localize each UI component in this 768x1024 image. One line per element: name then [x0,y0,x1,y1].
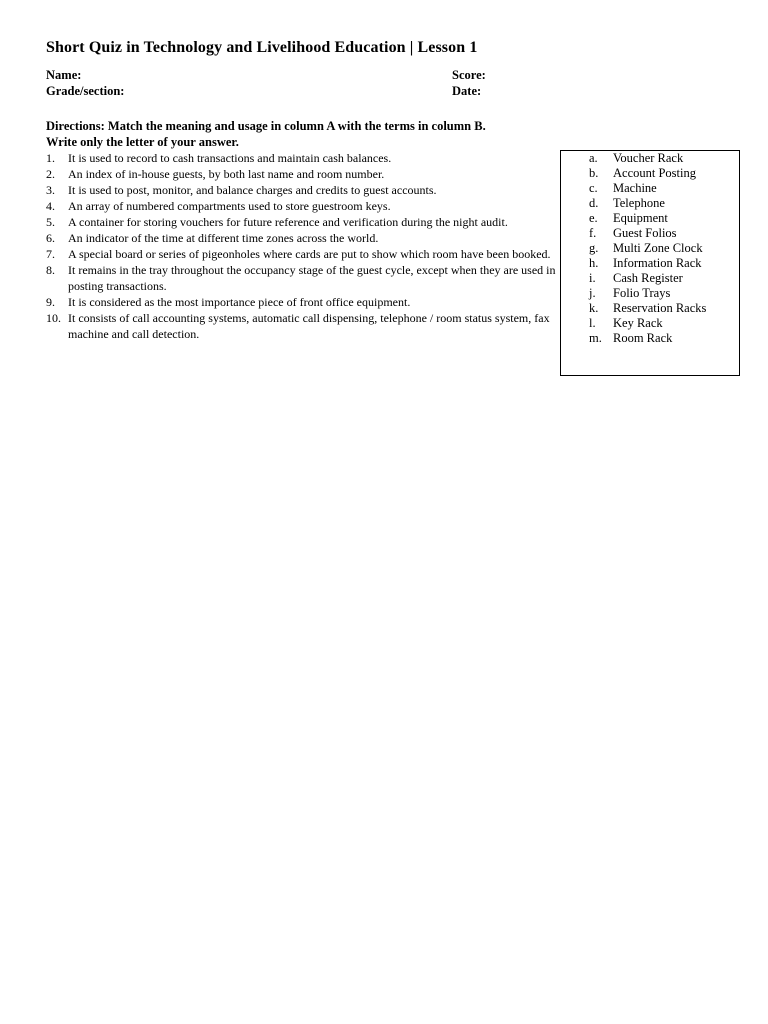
question-number: 5. [46,215,55,229]
term-item [561,196,739,211]
question-text: It consists of call accounting systems, automatic call dispensing, telephone / room status system, fax machine and call detection. [68,311,550,341]
term-letter: b. [589,166,599,180]
term-item [561,301,739,316]
question-number: 4. [46,199,55,213]
quiz-title: Short Quiz in Technology and Livelihood Education | Lesson 1 [46,39,478,56]
term-letter: j. [589,286,596,300]
term-letter: c. [589,181,598,195]
column-b-terms-box [560,150,740,376]
term-letter: d. [589,196,599,210]
question-number: 3. [46,183,55,197]
question-item [46,246,556,262]
term-letter: k. [589,301,599,315]
term-text: Reservation Racks [613,301,707,315]
term-item [561,166,739,181]
question-item [46,262,556,294]
question-item [46,198,556,214]
question-number: 10. [46,311,61,325]
date-label: Date: [452,84,482,98]
term-item [561,226,739,241]
term-text: Multi Zone Clock [613,241,703,255]
score-label: Score: [452,68,486,82]
question-item [46,166,556,182]
name-label: Name: [46,68,82,82]
term-text: Machine [613,181,657,195]
question-text: A special board or series of pigeonholes where cards are put to show which room have been booked. [68,247,551,261]
term-item [561,241,739,256]
question-text: It is used to record to cash transactions and maintain cash balances. [68,151,392,165]
term-item [561,286,739,301]
directions-line-1: Directions: Match the meaning and usage in column A with the terms in column B. [46,119,486,133]
term-text: Room Rack [613,331,673,345]
question-item [46,150,556,166]
term-letter: a. [589,151,598,165]
question-number: 9. [46,295,55,309]
term-item [561,331,739,346]
question-number: 7. [46,247,55,261]
question-text: A container for storing vouchers for future reference and verification during the night audit. [68,215,508,229]
question-number: 6. [46,231,55,245]
term-text: Key Rack [613,316,663,330]
directions [46,118,606,150]
term-item [561,256,739,271]
question-item [46,230,556,246]
term-text: Information Rack [613,256,702,270]
term-letter: g. [589,241,599,255]
term-text: Telephone [613,196,665,210]
question-text: It is considered as the most importance piece of front office equipment. [68,295,411,309]
question-text: An indicator of the time at different time zones across the world. [68,231,379,245]
term-item [561,316,739,331]
term-item [561,181,739,196]
term-letter: e. [589,211,598,225]
term-text: Folio Trays [613,286,671,300]
question-number: 2. [46,167,55,181]
question-item [46,294,556,310]
question-text: An array of numbered compartments used to store guestroom keys. [68,199,391,213]
term-text: Guest Folios [613,226,677,240]
question-item [46,214,556,230]
grade-section-label: Grade/section: [46,84,125,98]
term-letter: l. [589,316,596,330]
question-item [46,182,556,198]
column-a-questions [46,150,556,342]
term-letter: f. [589,226,597,240]
question-item [46,310,556,342]
question-number: 1. [46,151,55,165]
term-letter: h. [589,256,599,270]
term-text: Account Posting [613,166,696,180]
term-letter: m. [589,331,602,345]
term-item [561,271,739,286]
term-letter: i. [589,271,596,285]
question-text: An index of in-house guests, by both last name and room number. [68,167,385,181]
term-item [561,151,739,166]
question-number: 8. [46,263,55,277]
column-b-terms [561,151,739,346]
term-text: Cash Register [613,271,683,285]
question-text: It is used to post, monitor, and balance charges and credits to guest accounts. [68,183,437,197]
term-item [561,211,739,226]
term-text: Voucher Rack [613,151,684,165]
question-text: It remains in the tray throughout the occupancy stage of the guest cycle, except when they are used in posting transactions. [68,263,556,293]
directions-line-2: Write only the letter of your answer. [46,135,239,149]
term-text: Equipment [613,211,668,225]
